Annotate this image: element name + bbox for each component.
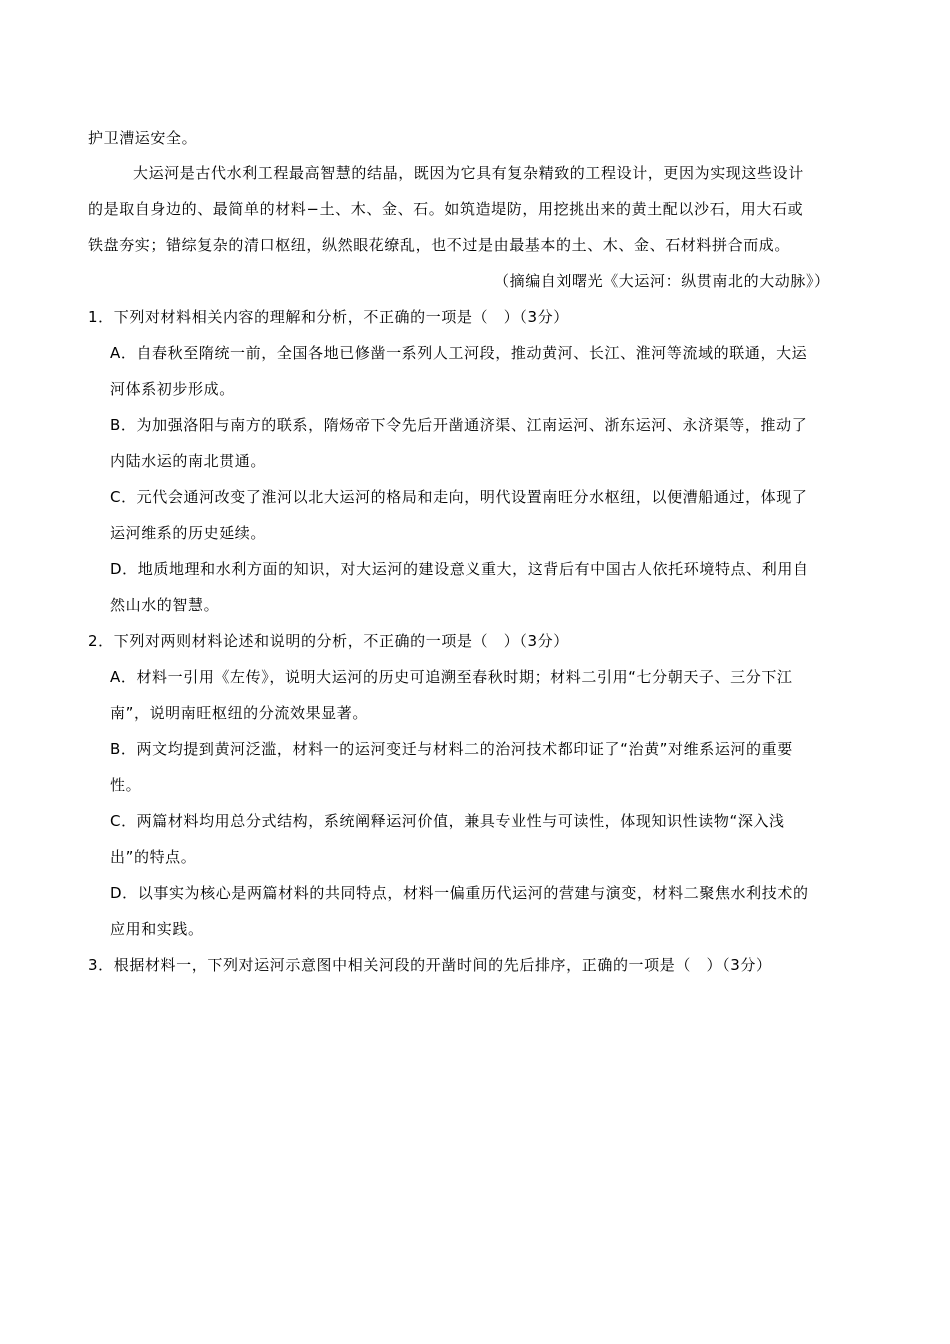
question-stem: 下列对两则材料论述和说明的分析，不正确的一项是（ ）（3分）: [113, 632, 569, 650]
question-number: 3．: [88, 956, 114, 974]
passage-line: 铁盘夯实；错综复杂的清口枢纽，纵然眼花缭乱，也不过是由最基本的土、木、金、石材料拼合而成。: [88, 236, 791, 254]
option-d-line1: D．地质地理和水利方面的知识，对大运河的建设意义重大，这背后有中国古人依托环境特点、利用自: [110, 560, 809, 578]
passage-source: （摘编自刘曙光《大运河：纵贯南北的大动脉》）: [494, 272, 830, 290]
option-a-line1: A．材料一引用《左传》，说明大运河的历史可追溯至春秋时期；材料二引用“七分朝天子、三分下江: [110, 668, 793, 686]
option-b-line1: B．两文均提到黄河泛滥，材料一的运河变迁与材料二的治河技术都印证了“治黄”对维系运河的重要: [110, 740, 793, 758]
question-number: 2．: [88, 632, 114, 650]
question-2: [88, 631, 569, 651]
option-c-line1: C．元代会通河改变了淮河以北大运河的格局和走向，明代设置南旺分水枢纽，以便漕船通过，体现了: [110, 488, 808, 506]
question-1: [88, 307, 569, 327]
question-3: [88, 955, 772, 975]
option-c-line2: 出”的特点。: [110, 848, 197, 866]
question-number: 1．: [88, 308, 114, 326]
option-a-line2: 南”，说明南旺枢纽的分流效果显著。: [110, 704, 368, 722]
question-stem: 下列对材料相关内容的理解和分析，不正确的一项是（ ）（3分）: [113, 308, 569, 326]
option-b-line2: 性。: [110, 776, 142, 794]
option-c-line2: 运河维系的历史延续。: [110, 524, 267, 542]
option-b-line2: 内陆水运的南北贯通。: [110, 452, 267, 470]
option-a-line1: A．自春秋至隋统一前，全国各地已修凿一系列人工河段，推动黄河、长江、淮河等流域的联通，大运: [110, 344, 808, 362]
option-d-line2: 应用和实践。: [110, 920, 204, 938]
option-c-line1: C．两篇材料均用总分式结构，系统阐释运河价值，兼具专业性与可读性，体现知识性读物“深入浅: [110, 812, 785, 830]
option-a-line2: 河体系初步形成。: [110, 380, 235, 398]
passage-line: 的是取自身边的、最简单的材料−土、木、金、石。如筑造堤防，用挖挑出来的黄土配以沙石，用大石或: [88, 200, 804, 218]
option-d-line1: D．以事实为核心是两篇材料的共同特点，材料一偏重历代运河的营建与演变，材料二聚焦水利技术的: [110, 884, 809, 902]
option-d-line2: 然山水的智慧。: [110, 596, 220, 614]
question-stem: 根据材料一，下列对运河示意图中相关河段的开凿时间的先后排序，正确的一项是（ ）（3分）: [113, 956, 772, 974]
passage-paragraph-start: 大运河是古代水利工程最高智慧的结晶，既因为它具有复杂精致的工程设计，更因为实现这些设计: [133, 164, 804, 182]
passage-line: 护卫漕运安全。: [88, 129, 198, 147]
option-b-line1: B．为加强洛阳与南方的联系，隋炀帝下令先后开凿通济渠、江南运河、浙东运河、永济渠等，推动了: [110, 416, 808, 434]
